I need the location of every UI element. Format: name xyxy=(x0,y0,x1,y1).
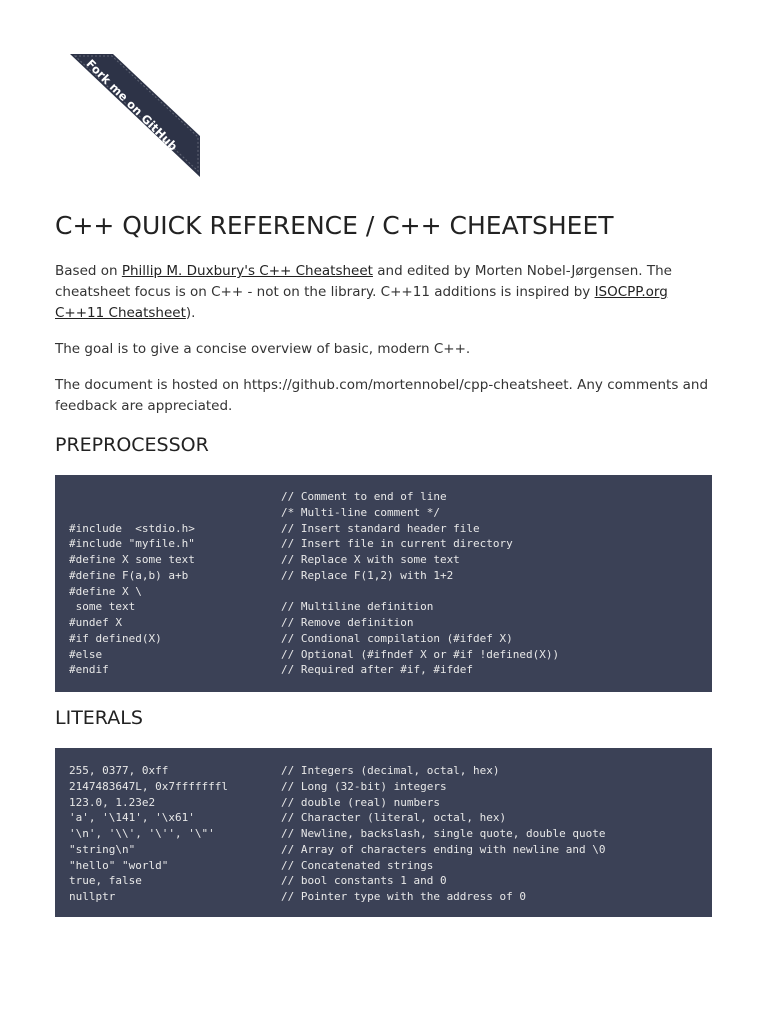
code-line xyxy=(69,795,712,811)
code-text: 2147483647L, 0x7fffffffl xyxy=(69,779,228,793)
code-block-literals xyxy=(55,748,712,917)
code-line xyxy=(69,552,712,568)
code-text: '\n', '\\', '\'', '\"' xyxy=(69,827,215,840)
code-text: 'a', '\141', '\x61' xyxy=(69,811,195,825)
code-comment: // Comment to end of line xyxy=(281,490,447,503)
code-text: 123.0, 1.23e2 xyxy=(69,795,156,809)
code-comment: // Concatenated strings xyxy=(281,858,434,872)
isocpp-link[interactable]: ISOCPP.org C++11 Cheatsheet xyxy=(55,284,668,321)
code-comment: // Optional (#ifndef X or #if !defined(X)) xyxy=(281,647,560,661)
code-text xyxy=(69,505,281,521)
code-block-preprocessor xyxy=(55,475,712,692)
code-text: true, false xyxy=(69,874,142,888)
page-title: C++ QUICK REFERENCE / C++ CHEATSHEET xyxy=(55,211,614,240)
section-heading-literals: LITERALS xyxy=(55,707,143,729)
code-text: #include "myfile.h" xyxy=(69,537,195,551)
code-comment: // Pointer type with the address of 0 xyxy=(281,890,527,903)
code-comment: // Replace X with some text xyxy=(281,553,460,566)
section-heading-preprocessor: PREPROCESSOR xyxy=(55,434,209,456)
code-comment: // Remove definition xyxy=(281,616,414,629)
duxbury-link[interactable]: Phillip M. Duxbury's C++ Cheatsheet xyxy=(121,263,373,279)
code-text: #undef X xyxy=(69,616,122,629)
code-text: 255, 0377, 0xff xyxy=(69,764,169,777)
code-comment: // Newline, backslash, single quote, double quote xyxy=(281,827,606,840)
code-line xyxy=(69,810,712,826)
code-line xyxy=(69,779,712,795)
code-line xyxy=(69,763,712,779)
code-line xyxy=(69,584,712,600)
code-comment: /* Multi-line comment */ xyxy=(281,505,440,519)
code-text: "string\n" xyxy=(69,842,136,856)
code-line xyxy=(69,826,712,842)
code-comment: // Character (literal, octal, hex) xyxy=(281,811,507,825)
intro-paragraph xyxy=(55,261,715,324)
code-text: nullptr xyxy=(69,890,116,903)
intro-text-2: and edited by Morten Nobel-Jørgensen. The cheatsheet focus is on C++ - not on the library. C++11 additions is inspired by xyxy=(55,263,672,300)
code-comment: // Insert file in current directory xyxy=(281,537,513,551)
code-line xyxy=(69,536,712,552)
hosting-paragraph: The document is hosted on https://github.com/mortennobel/cpp-cheatsheet. Any comments and feedback are appreciated. xyxy=(55,377,709,414)
code-text: "hello" "world" xyxy=(69,858,169,872)
fork-me-link[interactable]: Fork me on GitHub xyxy=(83,56,181,154)
code-text: #endif xyxy=(69,663,109,677)
code-line xyxy=(69,568,712,584)
code-comment: // Array of characters ending with newline and \0 xyxy=(281,842,606,856)
code-line xyxy=(69,615,712,631)
code-text: #else xyxy=(69,647,103,661)
code-line xyxy=(69,647,712,663)
code-comment: // double (real) numbers xyxy=(281,795,440,809)
intro-text-1: Based on xyxy=(55,263,122,279)
code-comment: // Multiline definition xyxy=(281,600,434,614)
code-comment: // bool constants 1 and 0 xyxy=(281,874,447,888)
code-line xyxy=(69,599,712,615)
code-comment: // Replace F(1,2) with 1+2 xyxy=(281,568,454,582)
fork-ribbon[interactable] xyxy=(70,54,200,177)
code-line xyxy=(69,505,712,521)
code-comment: // Insert standard header file xyxy=(281,521,480,535)
goal-paragraph: The goal is to give a concise overview of basic, modern C++. xyxy=(55,341,471,357)
code-comment: // Required after #if, #ifdef xyxy=(281,663,474,677)
code-text xyxy=(69,489,281,505)
code-text: #if defined(X) xyxy=(69,631,162,645)
code-line xyxy=(69,489,712,505)
code-text: #define X \ xyxy=(69,584,142,598)
code-line xyxy=(69,631,712,647)
code-line xyxy=(69,858,712,874)
code-line xyxy=(69,889,712,905)
code-text: #include <stdio.h> xyxy=(69,521,195,535)
code-text: #define F(a,b) a+b xyxy=(69,568,189,582)
code-comment: // Long (32-bit) integers xyxy=(281,779,447,793)
code-text: some text xyxy=(69,600,136,614)
code-line xyxy=(69,662,712,678)
code-line xyxy=(69,873,712,889)
code-text: #define X some text xyxy=(69,553,195,566)
code-line xyxy=(69,842,712,858)
code-comment: // Integers (decimal, octal, hex) xyxy=(281,764,500,777)
intro-text-3: ). xyxy=(185,305,196,321)
code-comment: // Condional compilation (#ifdef X) xyxy=(281,631,513,645)
code-line xyxy=(69,521,712,537)
